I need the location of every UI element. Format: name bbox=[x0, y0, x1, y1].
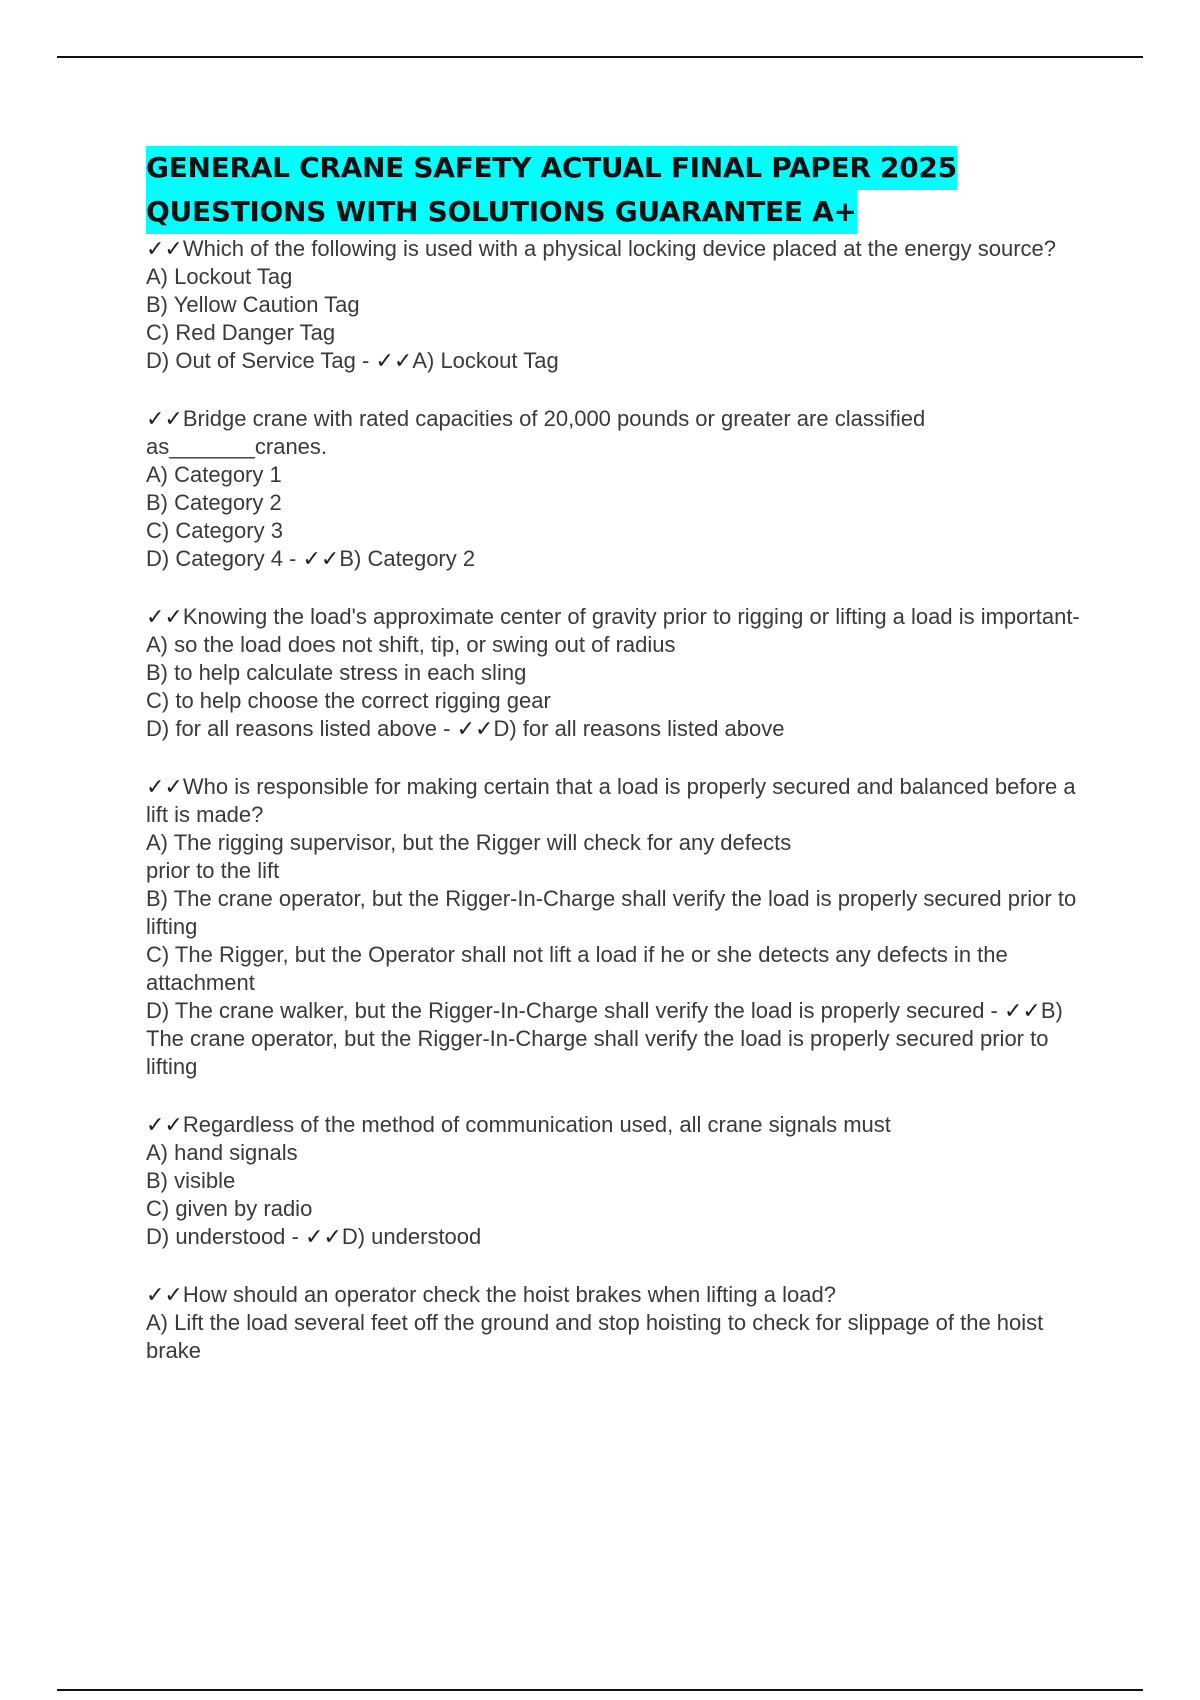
check-icon: ✓✓ bbox=[1004, 998, 1041, 1023]
answer-line: D) understood - ✓✓D) understood bbox=[146, 1224, 482, 1249]
check-icon: ✓✓ bbox=[146, 604, 183, 629]
answer: B) Category 2 bbox=[339, 546, 476, 571]
title-line-1: GENERAL CRANE SAFETY ACTUAL FINAL PAPER 2025 bbox=[146, 146, 957, 190]
answer: B) The crane operator, but the Rigger-In-Charge shall verify the load is properly secured prior to lifting bbox=[146, 998, 1063, 1079]
option: C) given by radio bbox=[146, 1196, 313, 1221]
check-icon: ✓✓ bbox=[146, 774, 183, 799]
option: A) Lockout Tag bbox=[146, 264, 293, 289]
question-block bbox=[146, 603, 1096, 743]
question-text: ✓✓How should an operator check the hoist brakes when lifting a load? bbox=[146, 1282, 836, 1307]
document-title bbox=[146, 146, 1046, 234]
option: B) Yellow Caution Tag bbox=[146, 292, 360, 317]
option: A) Lift the load several feet off the ground and stop hoisting to check for slippage of the hoist brake bbox=[146, 1310, 1044, 1363]
option: B) visible bbox=[146, 1168, 236, 1193]
answer: D) understood bbox=[341, 1224, 482, 1249]
option: B) The crane operator, but the Rigger-In-Charge shall verify the load is properly secured prior to lifting bbox=[146, 886, 1077, 939]
question-block bbox=[146, 1111, 1096, 1251]
answer: D) for all reasons listed above bbox=[493, 716, 785, 741]
option: A) so the load does not shift, tip, or swing out of radius bbox=[146, 632, 676, 657]
title-line-2: QUESTIONS WITH SOLUTIONS GUARANTEE A+ bbox=[146, 190, 857, 234]
question-text: ✓✓Who is responsible for making certain that a load is properly secured and balanced before a lift is made? bbox=[146, 774, 1076, 827]
question-text: ✓✓Knowing the load's approximate center of gravity prior to rigging or lifting a load is important- bbox=[146, 604, 1080, 629]
question-list bbox=[146, 235, 1096, 1395]
answer-line: D) Out of Service Tag - ✓✓A) Lockout Tag bbox=[146, 348, 559, 373]
question-text: ✓✓Regardless of the method of communication used, all crane signals must bbox=[146, 1112, 891, 1137]
option: B) to help calculate stress in each sling bbox=[146, 660, 527, 685]
option: C) Category 3 bbox=[146, 518, 283, 543]
check-icon: ✓✓ bbox=[375, 348, 413, 373]
question-block bbox=[146, 1281, 1096, 1365]
question-block bbox=[146, 773, 1096, 1081]
question-block bbox=[146, 235, 1096, 375]
option: A) The rigging supervisor, but the Rigger will check for any defects prior to the lift bbox=[146, 830, 792, 883]
check-icon: ✓✓ bbox=[146, 236, 183, 261]
answer-line: D) Category 4 - ✓✓B) Category 2 bbox=[146, 546, 476, 571]
question-text: ✓✓Which of the following is used with a physical locking device placed at the energy source? bbox=[146, 236, 1057, 261]
question-block bbox=[146, 405, 1096, 573]
bottom-rule bbox=[57, 1689, 1143, 1691]
option: C) Red Danger Tag bbox=[146, 320, 336, 345]
option: A) hand signals bbox=[146, 1140, 298, 1165]
check-icon: ✓✓ bbox=[146, 1282, 183, 1307]
check-icon: ✓✓ bbox=[146, 406, 183, 431]
answer-line: D) The crane walker, but the Rigger-In-Charge shall verify the load is properly secured - ✓✓B) The crane operator, but the Rigger-In-Charge shall verify the load is properly secured prior to lifting bbox=[146, 998, 1063, 1079]
top-rule bbox=[57, 56, 1143, 58]
check-icon: ✓✓ bbox=[304, 1224, 342, 1249]
answer-line: D) for all reasons listed above - ✓✓D) for all reasons listed above bbox=[146, 716, 785, 741]
option: A) Category 1 bbox=[146, 462, 282, 487]
answer: A) Lockout Tag bbox=[412, 348, 559, 373]
check-icon: ✓✓ bbox=[456, 716, 494, 741]
question-text: ✓✓Bridge crane with rated capacities of 20,000 pounds or greater are classified as_______cranes. bbox=[146, 406, 926, 459]
check-icon: ✓✓ bbox=[302, 546, 340, 571]
option: C) to help choose the correct rigging gear bbox=[146, 688, 551, 713]
check-icon: ✓✓ bbox=[146, 1112, 183, 1137]
option: B) Category 2 bbox=[146, 490, 282, 515]
option: C) The Rigger, but the Operator shall not lift a load if he or she detects any defects in the attachment bbox=[146, 942, 1008, 995]
